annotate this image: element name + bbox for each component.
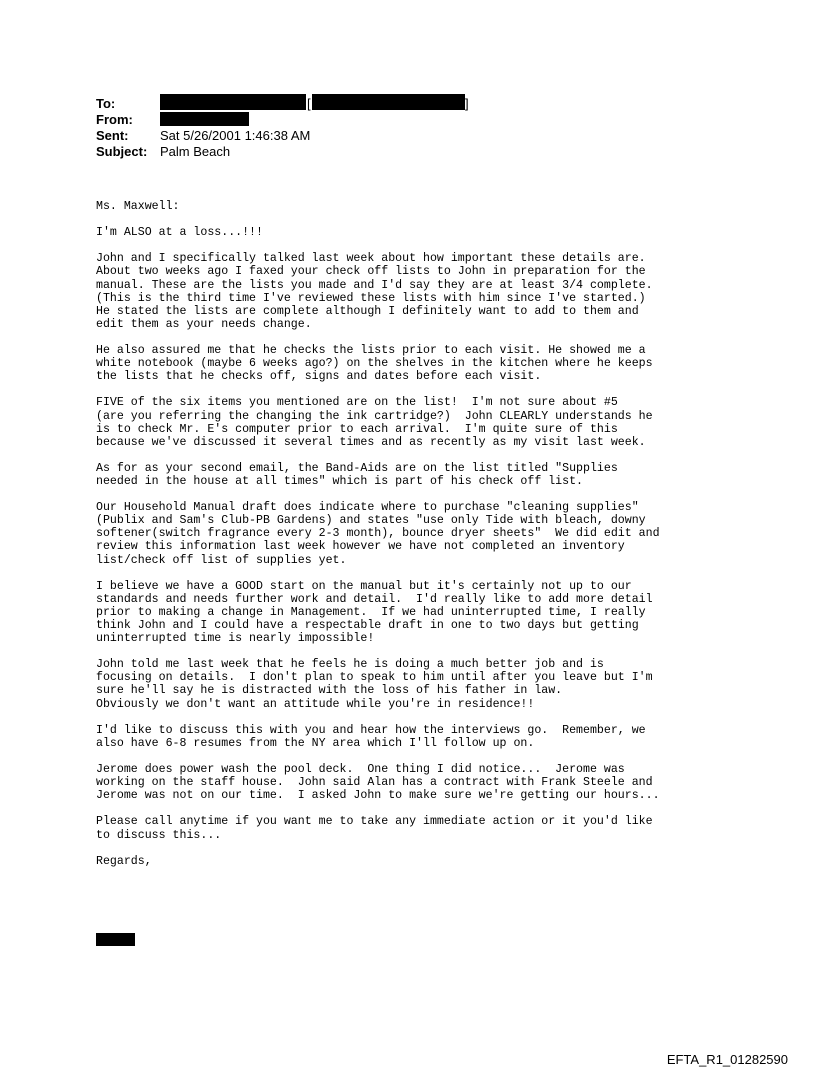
body-paragraph: I'd like to discuss this with you and hear how the interviews go. Remember, we also have 6-8 resumes from the NY area which I'll follow up on. (96, 723, 646, 750)
body-paragraph: Jerome does power wash the pool deck. One thing I did notice... Jerome was working on the staff house. John said Alan has a contract with Frank Steele and Jerome was not on our time. I asked John to make sure we're getting our hours... (96, 763, 660, 803)
sent-label: Sent: (96, 128, 129, 143)
body-paragraph: I believe we have a GOOD start on the manual but it's certainly not up to our standards and needs further work and detail. I'd really like to add more detail prior to making a change in Management. If we had uninterrupted time, I really think John and I could have a respectable draft in one to two days but getting uninterrupted time is nearly impossible! (96, 579, 653, 646)
subject-label: Subject: (96, 144, 148, 159)
body-paragraph: FIVE of the six items you mentioned are on the list! I'm not sure about #5 (are you referring the changing the ink cartridge?) John CLEARLY understands he is to check Mr. E's computer prior to each arrival. I'm quite sure of this because we've discussed it several times and as recently as my visit last week. (96, 396, 653, 449)
to-redaction-1 (160, 94, 306, 110)
body-paragraph: John and I specifically talked last week about how important these details are. About two weeks ago I faxed your check off lists to John in preparation for the manual. These are the lists you made and I'd say they are at least 3/4 complete. (This is the third time I've reviewed these lists with him since I've started.) He stated the lists are complete although I definitely want to add to them and edit them as your needs change. (96, 252, 653, 331)
body-paragraph: Please call anytime if you want me to take any immediate action or it you'd like to discuss this... (96, 815, 653, 842)
body-paragraph: I'm ALSO at a loss...!!! (96, 226, 263, 240)
sent-value: Sat 5/26/2001 1:46:38 AM (160, 128, 311, 143)
subject-value: Palm Beach (160, 144, 231, 159)
to-redaction-2 (312, 94, 465, 110)
body-paragraph: John told me last week that he feels he is doing a much better job and is focusing on details. I don't plan to speak to him until after you leave but I'm sure he'll say he is distracted with the loss of his father in law. Obviously we don't want an attitude while you're in residence!! (96, 658, 653, 711)
to-bracket-open: [ (307, 96, 311, 111)
signature-redaction (96, 933, 135, 946)
from-label: From: (96, 112, 133, 127)
body-paragraph: Our Household Manual draft does indicate where to purchase "cleaning supplies" (Publix and Sam's Club-PB Gardens) and states "use only Tide with bleach, downy softener(switch fragrance every 2-3 month), bounce dryer sheets" We did edit and review this information last week however we have not completed an inventory list/check off list of supplies yet. (96, 501, 660, 567)
body-paragraph: As for as your second email, the Band-Aids are on the list titled "Supplies needed in the house at all times" which is part of his check off list. (96, 461, 618, 488)
to-label: To: (96, 96, 116, 111)
body-paragraph: He also assured me that he checks the lists prior to each visit. He showed me a white notebook (maybe 6 weeks ago?) on the shelves in the kitchen where he keeps the lists that he checks off, signs and dates before each visit. (96, 344, 653, 384)
body-paragraph: Ms. Maxwell: (96, 200, 180, 213)
document-id: EFTA_R1_01282590 (666, 1052, 788, 1067)
to-bracket-close: ] (465, 96, 469, 111)
from-redaction (160, 112, 249, 126)
email-body (96, 200, 736, 881)
closing: Regards, (96, 854, 152, 868)
